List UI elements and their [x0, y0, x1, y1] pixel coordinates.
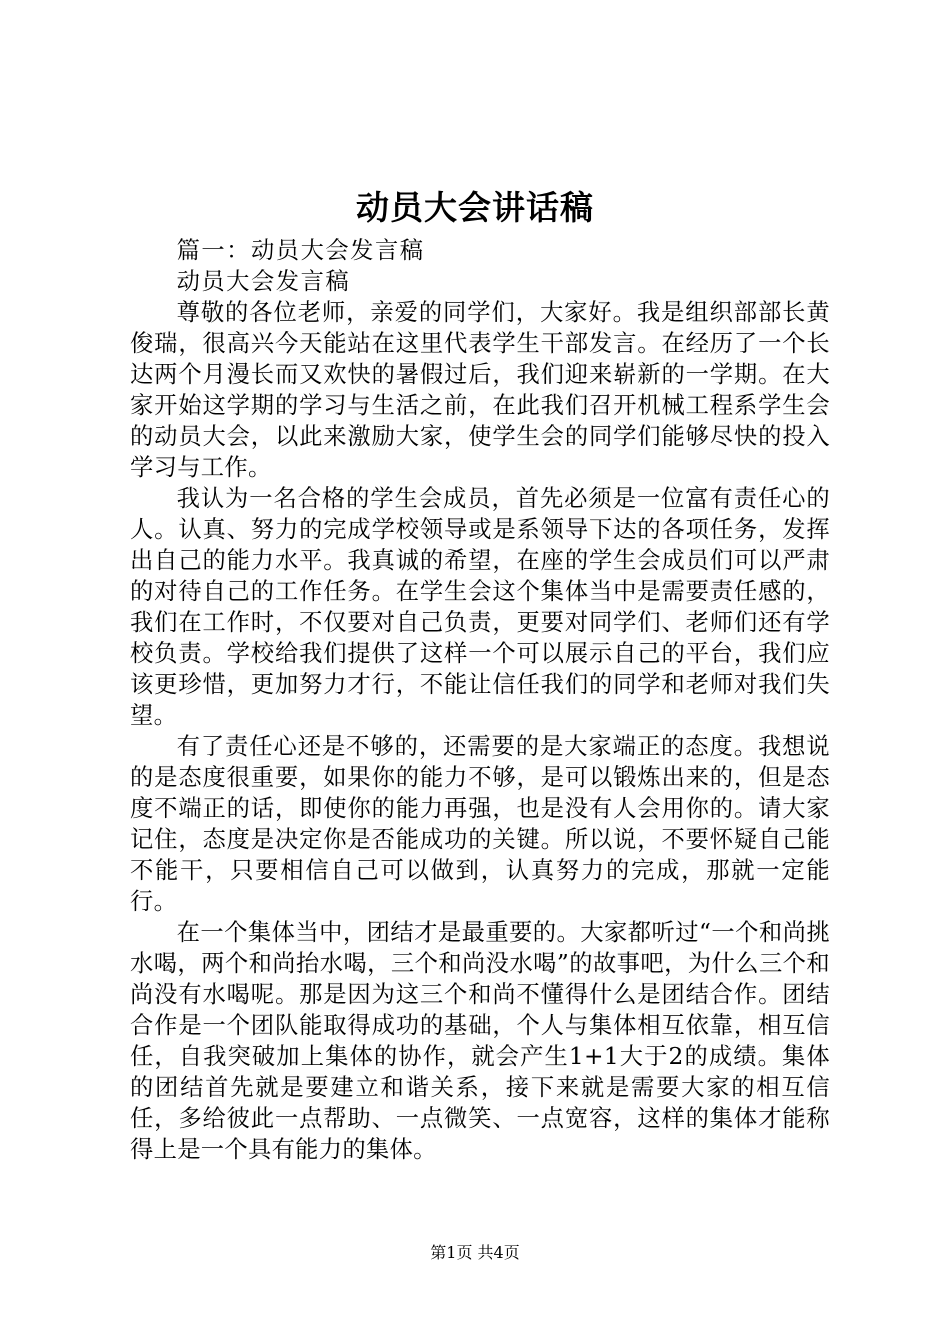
page-number-footer: 第1页 共4页 [430, 1243, 520, 1262]
paragraph-unity: 在一个集体当中，团结才是最重要的。大家都听过“一个和尚挑水喝，两个和尚抬水喝，三个和尚没水喝”的故事吧，为什么三个和尚没有水喝呢。那是因为这三个和尚不懂得什么是团结合作。团结合作是一个团队能取得成功的基础，个人与集体相互依靠，相互信任，自我突破加上集体的协作，就会产生1+1大于2的成绩。集体的团结首先就是要建立和谐关系，接下来就是需要大家的相互信任，多给彼此一点帮助、一点微笑、一点宽容，这样的集体才能称得上是一个具有能力的集体。 [130, 919, 830, 1163]
paragraph-responsibility: 我认为一名合格的学生会成员，首先必须是一位富有责任心的人。认真、努力的完成学校领导或是系领导下达的各项任务，发挥出自己的能力水平。我真诚的希望，在座的学生会成员们可以严肃的对待自己的工作任务。在学生会这个集体当中是需要责任感的，我们在工作时，不仅要对自己负责，更要对同学们、老师们还有学校负责。学校给我们提供了这样一个可以展示自己的平台，我们应该更珍惜，更加努力才行，不能让信任我们的同学和老师对我们失望。 [130, 485, 830, 729]
document-title: 动员大会讲话稿 [356, 188, 594, 227]
document-body [130, 235, 830, 1165]
paragraph-greeting: 尊敬的各位老师，亲爱的同学们，大家好。我是组织部部长黄俊瑞，很高兴今天能站在这里代表学生干部发言。在经历了一个长达两个月漫长而又欢快的暑假过后，我们迎来崭新的一学期。在大家开始这学期的学习与生活之前，在此我们召开机械工程系学生会的动员大会，以此来激励大家，使学生会的同学们能够尽快的投入学习与工作。 [130, 299, 830, 481]
paragraph-attitude: 有了责任心还是不够的，还需要的是大家端正的态度。我想说的是态度很重要，如果你的能力不够，是可以锻炼出来的，但是态度不端正的话，即使你的能力再强，也是没有人会用你的。请大家记住，态度是决定你是否能成功的关键。所以说，不要怀疑自己能不能干，只要相信自己可以做到，认真努力的完成，那就一定能行。 [130, 733, 830, 915]
subsection-heading: 动员大会发言稿 [176, 268, 351, 295]
section-heading: 篇一：动员大会发言稿 [176, 237, 425, 264]
